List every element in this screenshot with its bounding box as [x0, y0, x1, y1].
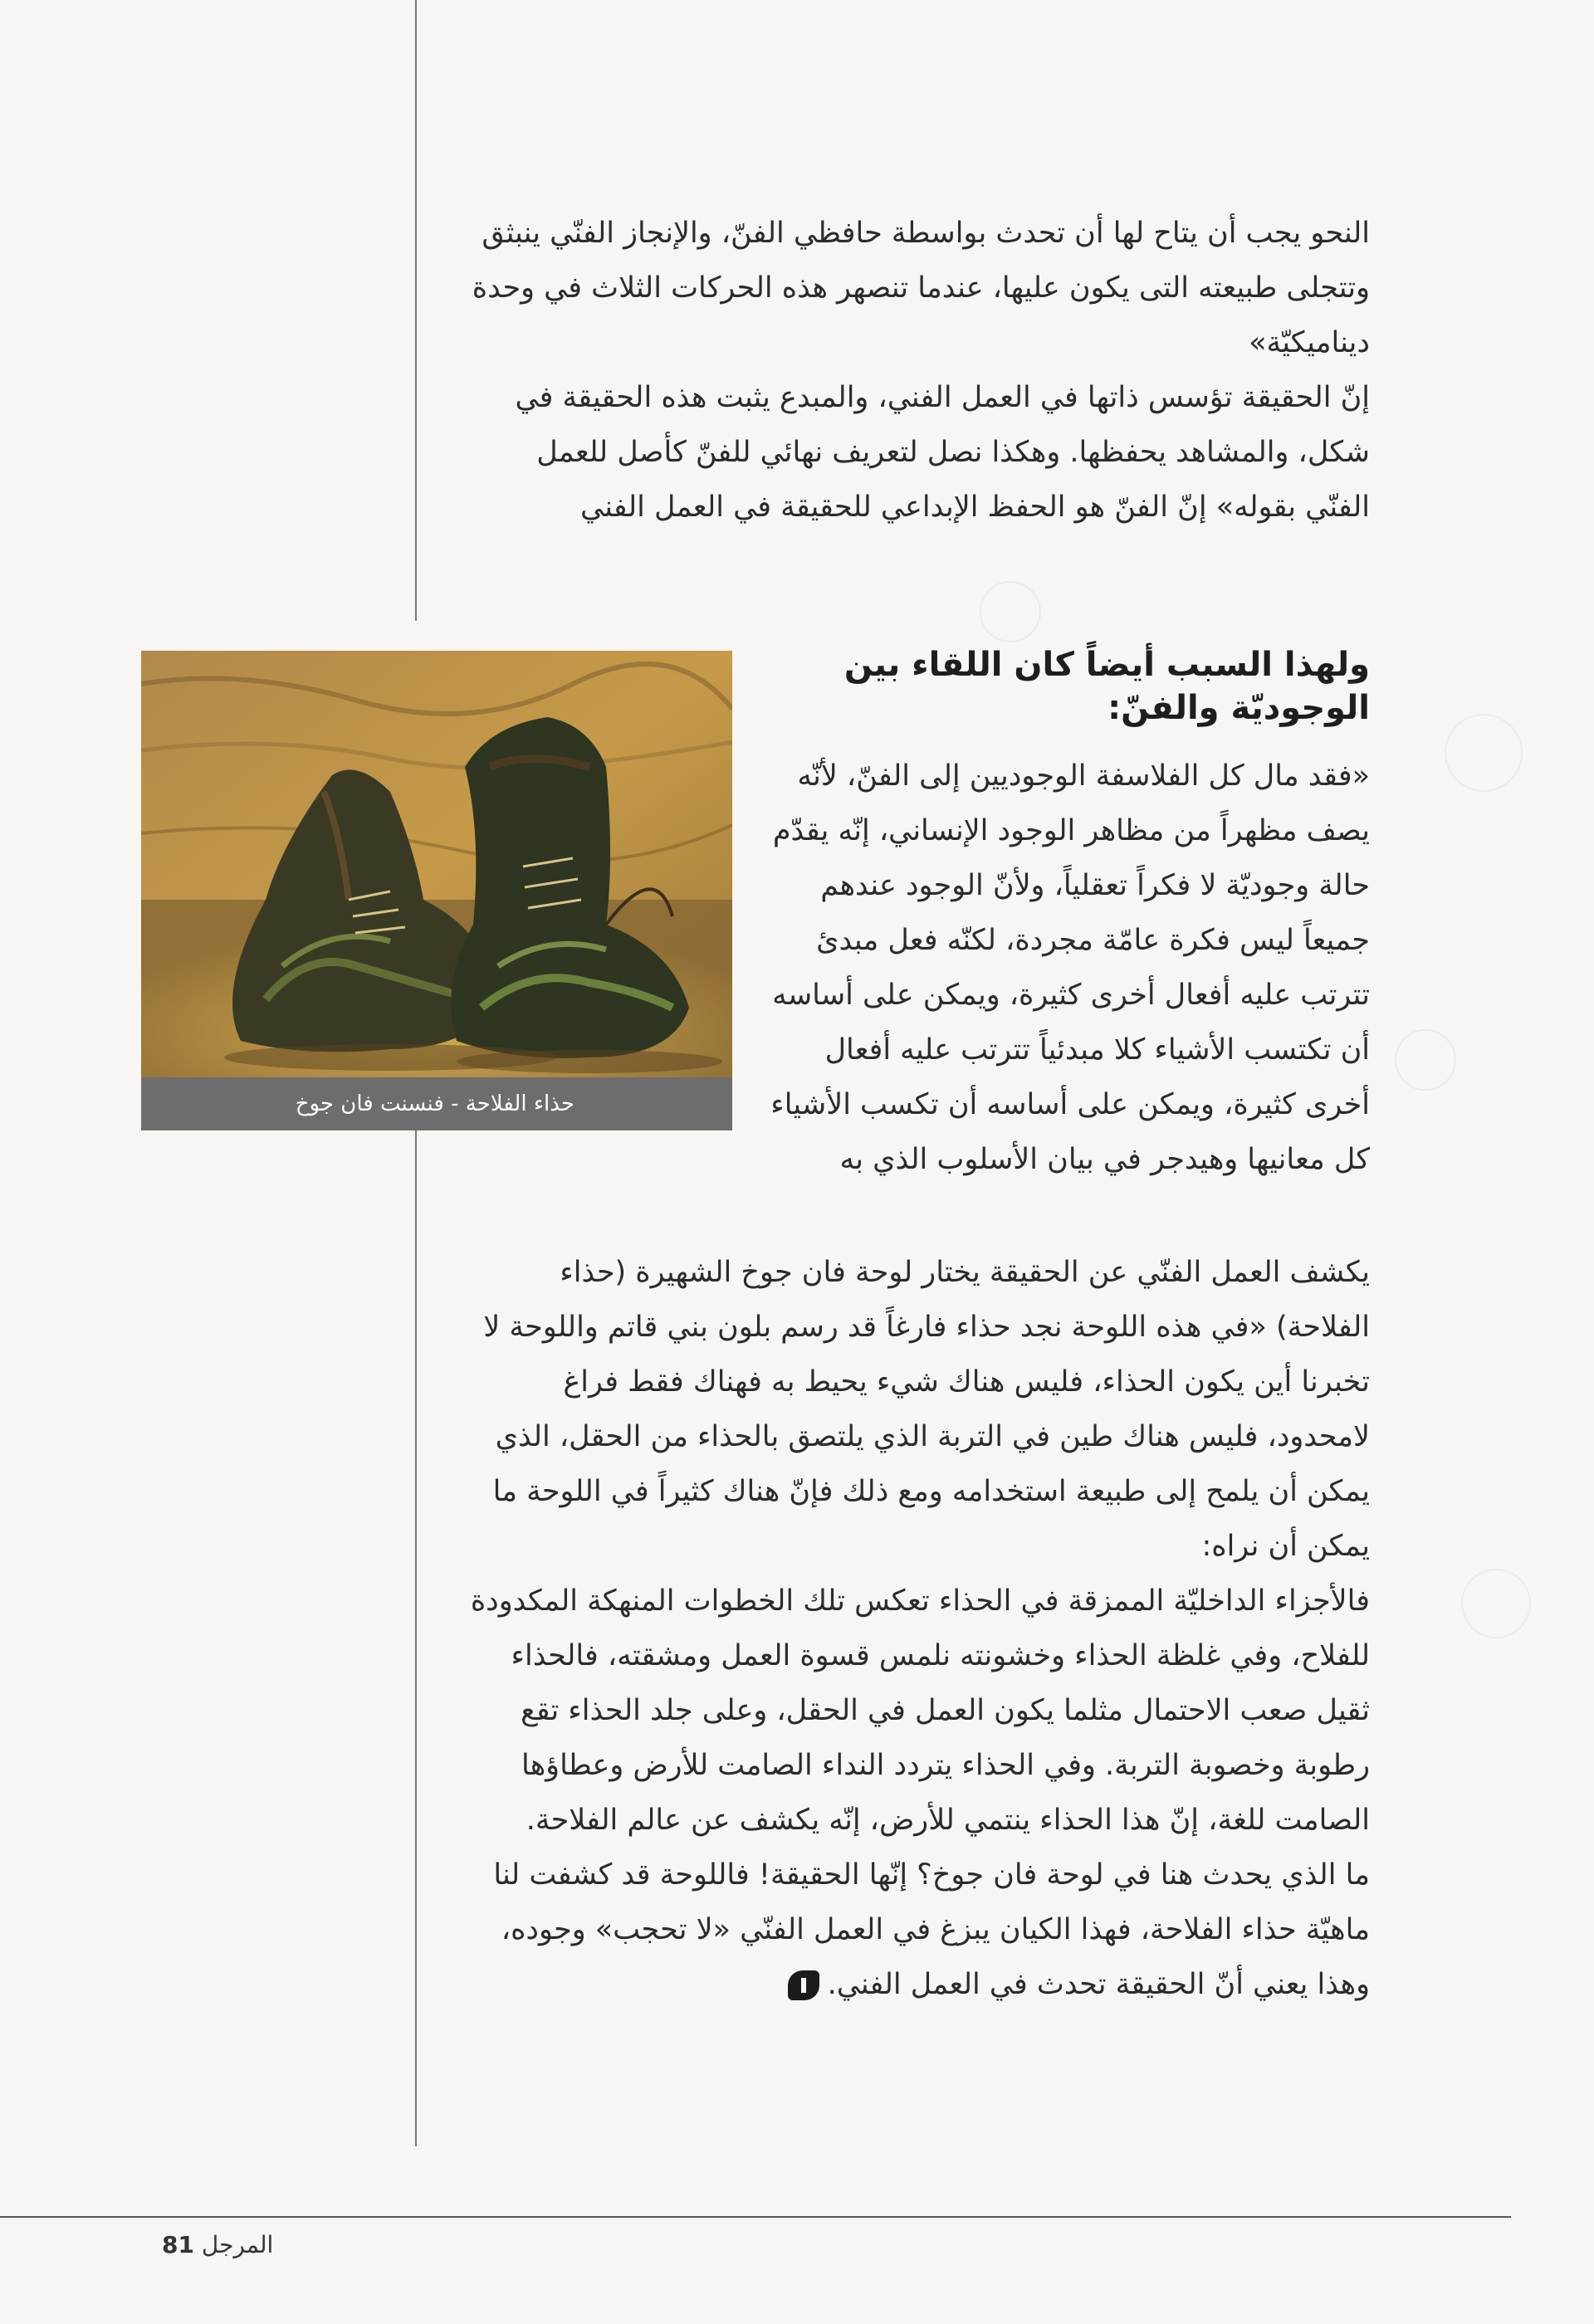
section-heading: ولهذا السبب أيضاً كان اللقاء بين الوجوديّة والفنّ:: [843, 646, 1370, 727]
paragraph: يكشف العمل الفنّي عن الحقيقة يختار لوحة فان جوخ الشهيرة (حذاء الفلاحة) «في هذه اللوحة نجد حذاء فارغاً قد رسم بلون بني قاتم واللوحة لا تخبرنا أين يكون الحذاء، فليس هناك شيء يحيط به فهناك فقط فراغ لامحدود، فليس هناك طين في التربة الذي يلتصق بالحذاء من الحقل، الذي يمكن أن يلمح إلى طبيعة استخدامه ومع ذلك فإنّ هناك كثيراً في اللوحة ما يمكن أن نراه:: [483, 1256, 1370, 1563]
paragraph: «فقد مال كل الفلاسفة الوجوديين إلى الفنّ، لأنّه يصف مظهراً من مظاهر الوجود الإنساني، إنّه يقدّم حالة وجوديّة لا فكراً تعقلياً، ولأنّ الوجود عندهم جميعاً ليس فكرة عامّة مجردة، لكنّه فعل مبدئ تترتب عليه أفعال أخرى كثيرة، ويمكن على أساسه أن تكتسب الأشياء كلا مبدئياً تترتب عليه أفعال أخرى كثيرة، ويمكن على أساسه أن تكسب الأشياء كل معانيها وهيدجر في بيان الأسلوب الذي به: [770, 759, 1370, 1176]
end-of-article-icon: [788, 1970, 819, 2000]
figure-caption: حذاء الفلاحة - فنسنت فان جوخ: [141, 1077, 732, 1130]
watermark-circle: [980, 581, 1041, 642]
closing-text: ما الذي يحدث هنا في لوحة فان جوخ؟ إنّها الحقيقة! فاللوحة قد كشفت لنا ماهيّة حذاء الفلاحة، فهذا الكيان يبزغ في العمل الفنّي «لا تحجب» وجوده، وهذا يعني أنّ الحقيقة تحدث في العمل الفني.: [493, 1858, 1370, 2001]
column-divider: [415, 0, 417, 621]
figure: [141, 651, 732, 1130]
watermark-circle: [1461, 1569, 1531, 1638]
column-divider: [415, 1109, 417, 2146]
page-number: 81: [162, 2231, 194, 2258]
painting-image: [141, 651, 732, 1077]
footer-divider: [0, 2216, 1511, 2218]
watermark-circle: [1445, 714, 1523, 792]
page-footer: [162, 2231, 298, 2258]
paragraph: فالأجزاء الداخليّة الممزقة في الحذاء تعكس تلك الخطوات المنهكة المكدودة للفلاح، وفي غلظة الحذاء وخشونته نلمس قسوة العمل ومشقته، فالحذاء ثقيل صعب الاحتمال مثلما يكون العمل في الحقل، وعلى جلد الحذاء تقع رطوبة وخصوبة التربة. وفي الحذاء يتردد النداء الصامت للأرض وعطاؤها الصامت للغة، إنّ هذا الحذاء ينتمي للأرض، إنّه يكشف عن عالم الفلاحة.: [470, 1584, 1370, 1837]
quote-text: [764, 749, 1370, 1187]
magazine-name: المرجل: [201, 2231, 274, 2258]
paragraph: النحو يجب أن يتاح لها أن تحدث بواسطة حافظي الفنّ، والإنجاز الفنّي ينبثق وتتجلى طبيعته التى يكون عليها، عندما تنصهر هذه الحركات الثلاث في وحدة ديناميكيّة»: [472, 217, 1370, 359]
paragraph: إنّ الحقيقة تؤسس ذاتها في العمل الفني، والمبدع يثبت هذه الحقيقة في شكل، والمشاهد يحفظها. وهكذا نصل لتعريف نهائي للفنّ كأصل للعمل الفنّي بقوله» إنّ الفنّ هو الحفظ الإبداعي للحقيقة في العمل الفني: [515, 381, 1370, 524]
closing-paragraph: [465, 1848, 1370, 2012]
body-text: [465, 1245, 1370, 2012]
intro-text: [465, 206, 1370, 535]
watermark-circle: [1395, 1029, 1456, 1091]
